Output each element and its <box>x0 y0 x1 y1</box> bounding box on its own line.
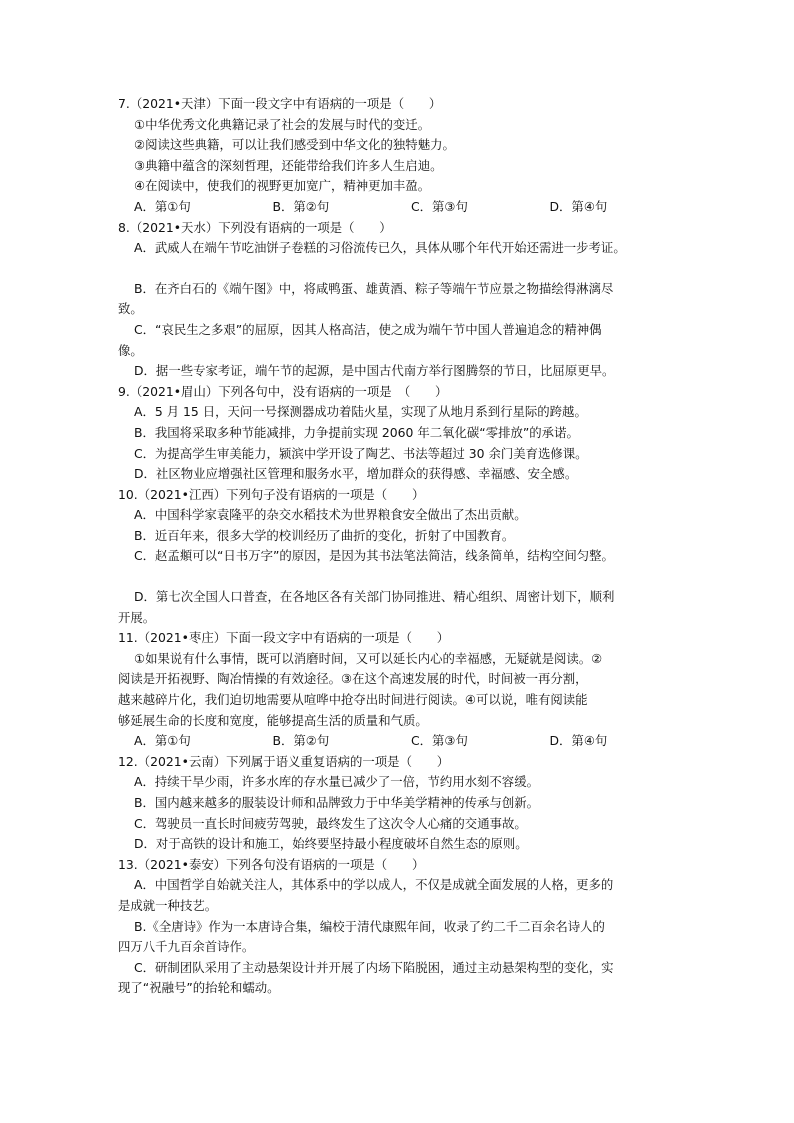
option-c-line-2: 现了“祝融号”的抬轮和蠕动。 <box>118 980 280 996</box>
option-c-line-1[interactable]: C．“哀民生之多艰”的屈原，因其人格高洁，使之成为端午节中国人普遍追念的精神偶 <box>134 321 602 337</box>
question-11-passage-line-2: 阅读是开拓视野、陶冶情操的有效途径。③在这个高速发展的时代，时间被一再分割， <box>118 671 588 687</box>
question-8 <box>118 218 688 382</box>
option-d-line-2: 开展。 <box>118 609 156 625</box>
spacer <box>118 259 688 279</box>
option-b-line-2: 致。 <box>118 301 143 317</box>
option-a-line-1[interactable]: A．中国哲学自始就关注人，其体系中的学以成人，不仅是成就全面发展的人格，更多的 <box>134 877 614 893</box>
option-a[interactable]: A．持续干旱少雨，许多水库的存水量已减少了一倍，节约用水刻不容缓。 <box>134 774 539 790</box>
option-a[interactable]: A．第①句 <box>134 733 191 749</box>
option-b[interactable]: B．第②句 <box>272 198 330 214</box>
question-8-stem: 8.（2021•天水）下列没有语病的一项是（ ） <box>118 219 392 235</box>
option-a[interactable]: A．中国科学家袁隆平的杂交水稻技术为世界粮食安全做出了杰出贡献。 <box>134 507 527 523</box>
question-13 <box>118 855 688 999</box>
document-page <box>118 94 688 999</box>
option-a-line-2: 是成就一种技艺。 <box>118 897 218 913</box>
option-b[interactable]: B．我国将采取多种节能减排，力争提前实现 2060 年二氧化碳“零排放”的承诺。 <box>134 424 579 440</box>
question-11-passage-line-4: 够延展生命的长度和宽度，能够提高生活的质量和气质。 <box>118 712 428 728</box>
option-b-line-1[interactable]: B.《全唐诗》作为一本唐诗合集，编校于清代康熙年间，收录了约二千二百余名诗人的 <box>134 918 605 934</box>
option-d[interactable]: D．社区物业应增强社区管理和服务水平，增加群众的获得感、幸福感、安全感。 <box>134 466 578 482</box>
option-b-line-1[interactable]: B．在齐白石的《端午图》中，将咸鸭蛋、雄黄酒、粽子等端午节应景之物描绘得淋漓尽 <box>134 280 614 296</box>
question-7-stem: 7.（2021•天津）下面一段文字中有语病的一项是（ ） <box>118 96 442 111</box>
question-11-passage-line-1: ①如果说有什么事情，既可以消磨时间，又可以延长内心的幸福感，无疑就是阅读。② <box>134 650 603 666</box>
question-10 <box>118 485 688 629</box>
option-b[interactable]: B．国内越来越多的服装设计师和品牌致力于中华美学精神的传承与创新。 <box>134 795 539 810</box>
option-c[interactable]: C．为提高学生审美能力，颍滨中学开设了陶艺、书法等超过 30 余门美育选修课。 <box>134 445 588 461</box>
question-7-options <box>118 197 688 218</box>
spacer <box>118 567 688 587</box>
option-d[interactable]: D．第④句 <box>549 733 608 749</box>
option-d[interactable]: D．对于高铁的设计和施工，始终要坚持最小程度破坏自然生态的原则。 <box>134 836 528 852</box>
option-c[interactable]: C．第③句 <box>411 198 468 214</box>
option-d-line-1[interactable]: D．第七次全国人口普查，在各地区各有关部门协同推进、精心组织、周密计划下，顺利 <box>134 589 615 605</box>
question-7-sentence-2: ②阅读这些典籍，可以让我们感受到中华文化的独特魅力。 <box>134 137 455 153</box>
question-10-stem: 10.（2021•江西）下列句子没有语病的一项是（ ） <box>118 486 425 502</box>
option-c[interactable]: C．驾驶员一直长时间疲劳驾驶，最终发生了这次令人心痛的交通事故。 <box>134 815 527 831</box>
question-12 <box>118 752 688 855</box>
option-b[interactable]: B．第②句 <box>272 733 330 749</box>
question-11 <box>118 628 688 752</box>
option-c-line-2: 像。 <box>118 342 143 358</box>
option-b-line-2: 四万八千九百余首诗作。 <box>118 939 255 955</box>
option-a[interactable]: A．第①句 <box>134 198 191 214</box>
question-13-stem: 13.（2021•泰安）下列各句没有语病的一项是（ ） <box>118 856 425 872</box>
question-11-options <box>118 731 688 752</box>
question-7-sentence-4: ④在阅读中，使我们的视野更加宽广，精神更加丰盈。 <box>134 178 431 194</box>
question-12-stem: 12.（2021•云南）下列属于语义重复语病的一项是（ ） <box>118 753 450 769</box>
option-c-line-1[interactable]: C．研制团队采用了主动悬架设计并开展了内场下陷脱困，通过主动悬架构型的变化，实 <box>134 959 614 975</box>
option-a[interactable]: A．武威人在端午节吃油饼子卷糕的习俗流传已久，具体从哪个年代开始还需进一步考证。 <box>134 240 626 256</box>
question-9 <box>118 382 688 485</box>
question-7-sentence-1: ①中华优秀文化典籍记录了社会的发展与时代的变迁。 <box>134 116 431 132</box>
option-d[interactable]: D．第④句 <box>549 198 608 214</box>
question-11-passage-line-3: 越来越碎片化，我们迫切地需要从喧哗中抢夺出时间进行阅读。④可以说，唯有阅读能 <box>118 692 588 708</box>
option-c[interactable]: C．赵孟頫可以“日书万字”的原因，是因为其书法笔法简洁，线条简单，结构空间匀整。 <box>134 548 614 564</box>
option-a[interactable]: A．5 月 15 日，天问一号探测器成功着陆火星，实现了从地月系到行星际的跨越。 <box>134 404 587 420</box>
question-7 <box>118 94 688 218</box>
option-c[interactable]: C．第③句 <box>411 733 468 749</box>
option-d[interactable]: D．据一些专家考证，端午节的起源，是中国古代南方举行图腾祭的节日，比屈原更早。 <box>134 363 615 379</box>
question-7-sentence-3: ③典籍中蕴含的深刻哲理，还能带给我们许多人生启迪。 <box>134 157 443 173</box>
option-b[interactable]: B．近百年来，很多大学的校训经历了曲折的变化，折射了中国教育。 <box>134 527 515 543</box>
question-11-stem: 11.（2021•枣庄）下面一段文字中有语病的一项是（ ） <box>118 630 450 646</box>
question-9-stem: 9.（2021•眉山）下列各句中，没有语病的一项是 （ ） <box>118 383 448 399</box>
